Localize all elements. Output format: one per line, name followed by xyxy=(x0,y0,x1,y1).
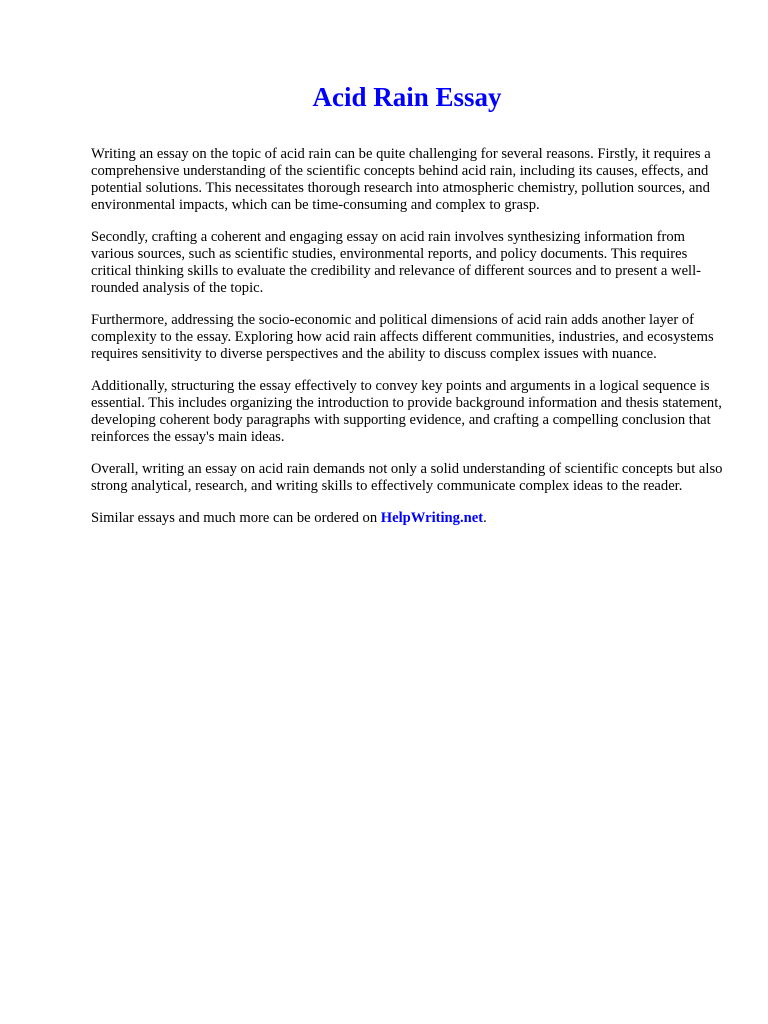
document-title: Acid Rain Essay xyxy=(312,82,502,112)
paragraph-1: Writing an essay on the topic of acid rain can be quite challenging for several reasons. Firstly, it requires a comprehensive understanding of the scientific concepts behind acid rain, including its causes, effects, and potential solutions. This necessitates thorough research into atmospheric chemistry, pollution sources, and environmental impacts, which can be time-consuming and complex to grasp. xyxy=(91,146,711,213)
paragraph-5: Overall, writing an essay on acid rain demands not only a solid understanding of scientific concepts but also strong analytical, research, and writing skills to effectively communicate complex ideas to the reader. xyxy=(91,461,723,494)
helpwriting-link[interactable]: HelpWriting.net xyxy=(380,510,484,526)
paragraph-4: Additionally, structuring the essay effectively to convey key points and arguments in a logical sequence is essential. This includes organizing the introduction to provide background information and thesis statement, developing coherent body paragraphs with supporting evidence, and crafting a compelling conclusion that reinforces the essay's main ideas. xyxy=(91,378,722,445)
closing-prefix: Similar essays and much more can be ordered on xyxy=(91,510,381,526)
paragraph-2: Secondly, crafting a coherent and engaging essay on acid rain involves synthesizing information from various sources, such as scientific studies, environmental reports, and policy documents. This requires critical thinking skills to evaluate the credibility and relevance of different sources and to present a well-rounded analysis of the topic. xyxy=(91,229,702,296)
paragraph-3: Furthermore, addressing the socio-economic and political dimensions of acid rain adds another layer of complexity to the essay. Exploring how acid rain affects different communities, industries, and ecosystems requires sensitivity to diverse perspectives and the ability to discuss complex issues with nuance. xyxy=(91,312,714,362)
closing-line xyxy=(91,510,723,527)
closing-suffix: . xyxy=(483,510,487,526)
document-body xyxy=(91,146,723,542)
